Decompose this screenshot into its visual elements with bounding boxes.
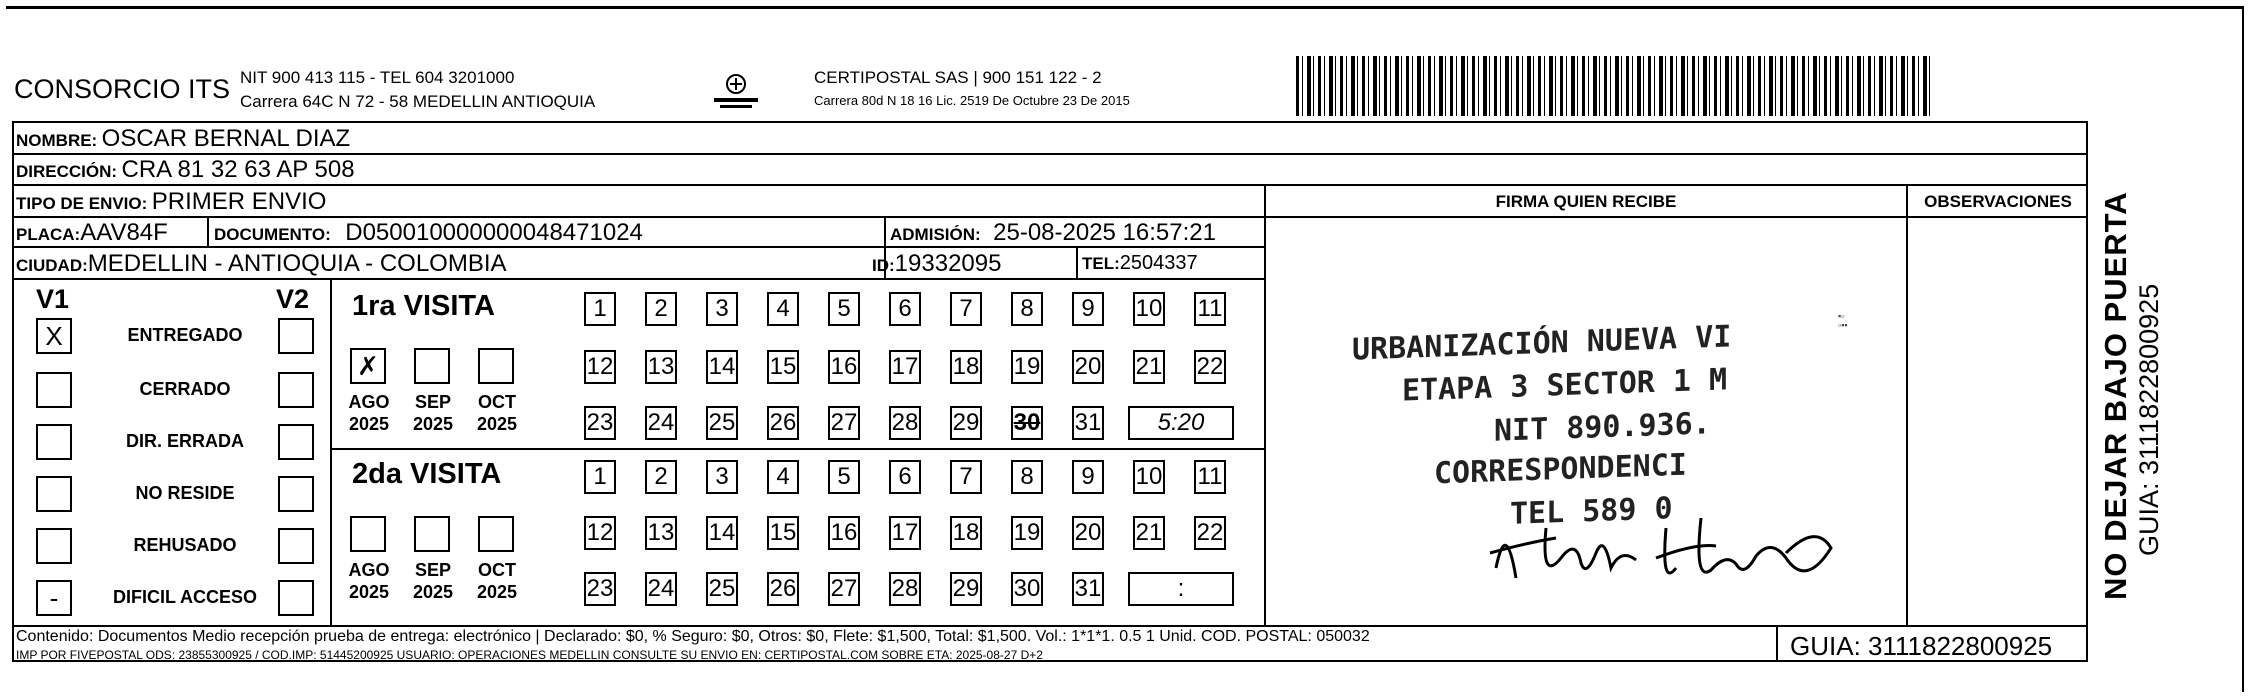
first-visit-day[interactable]: 2 — [645, 292, 677, 326]
year-label: 2025 — [476, 582, 518, 602]
second-visit-day[interactable]: 3 — [706, 460, 738, 494]
second-visit-day[interactable]: 10 — [1133, 460, 1165, 494]
second-visit-day[interactable]: 20 — [1072, 516, 1104, 550]
first-visit-day[interactable]: 21 — [1133, 350, 1165, 384]
first-visit-day[interactable]: 15 — [767, 350, 799, 384]
second-visit-day[interactable]: 6 — [889, 460, 921, 494]
second-visit-day[interactable]: 26 — [767, 572, 799, 606]
second-visit-day[interactable]: 25 — [706, 572, 738, 606]
first-visit-day[interactable]: 5 — [828, 292, 860, 326]
tipo-label: TIPO DE ENVIO: — [16, 194, 148, 213]
second-visit-day[interactable]: 28 — [889, 572, 921, 606]
year-label: 2025 — [476, 414, 518, 434]
first-visit-day[interactable]: 30 — [1011, 406, 1043, 440]
company-name: CONSORCIO ITS — [14, 74, 231, 104]
first-visit-time[interactable]: 5:20 — [1128, 406, 1234, 440]
first-visit-day[interactable]: 19 — [1011, 350, 1043, 384]
year-label: 2025 — [348, 582, 390, 602]
second-visit-day[interactable]: 11 — [1194, 460, 1226, 494]
direccion-value: CRA 81 32 63 AP 508 — [121, 156, 355, 183]
v2-checkbox[interactable] — [278, 476, 314, 512]
second-visit-title: 2da VISITA — [352, 458, 502, 490]
second-visit-day[interactable]: 4 — [767, 460, 799, 494]
status-label: DIR. ERRADA — [125, 431, 244, 451]
v1-checkbox[interactable] — [36, 528, 72, 564]
second-visit-day[interactable]: 7 — [950, 460, 982, 494]
first-visit-month-checkbox[interactable]: ✗ — [350, 348, 386, 384]
documento-value: D050010000000048471024 — [345, 219, 643, 246]
status-label: NO RESIDE — [135, 483, 235, 503]
first-visit-title: 1ra VISITA — [352, 290, 495, 322]
status-label: ENTREGADO — [127, 325, 243, 345]
second-visit-day[interactable]: 21 — [1133, 516, 1165, 550]
first-visit-day[interactable]: 7 — [950, 292, 982, 326]
stamp-line-3: NIT 890.936. — [1494, 406, 1711, 449]
tel-label: TEL: — [1082, 254, 1120, 273]
v1-checkbox[interactable] — [36, 476, 72, 512]
month-label: OCT — [478, 560, 516, 580]
documento-label: DOCUMENTO: — [214, 225, 331, 244]
year-label: 2025 — [412, 582, 454, 602]
first-visit-day[interactable]: 12 — [584, 350, 616, 384]
first-visit-day[interactable]: 17 — [889, 350, 921, 384]
month-label: AGO — [348, 392, 390, 412]
first-visit-day[interactable]: 22 — [1194, 350, 1226, 384]
handwritten-signature — [1486, 498, 1846, 598]
admision-value: 25-08-2025 16:57:21 — [993, 219, 1216, 246]
company-nit: NIT 900 413 115 - TEL 604 3201000 — [240, 68, 515, 87]
barcode — [1296, 56, 1932, 116]
first-visit-day[interactable]: 9 — [1072, 292, 1104, 326]
v1-label: V1 — [36, 284, 70, 314]
nombre-label: NOMBRE: — [16, 131, 98, 150]
stamp-line-2: ETAPA 3 SECTOR 1 M — [1402, 362, 1728, 409]
footer-content: Contenido: Documentos Medio recepción prueba de entrega: electrónico | Declarado: $0, % Seguro: $0, Otros: $0, Flete: $1,500, Total: $1,500. Vol.: 1*1*1. 0.5 1 Unid. COD. POSTAL: 050032 — [16, 628, 1370, 645]
tipo-value: PRIMER ENVIO — [151, 188, 327, 215]
first-visit-day[interactable]: 1 — [584, 292, 616, 326]
first-visit-month-checkbox[interactable] — [414, 348, 450, 384]
second-visit-day[interactable]: 1 — [584, 460, 616, 494]
v2-checkbox[interactable] — [278, 424, 314, 460]
placa-label: PLACA: — [16, 225, 81, 244]
first-visit-day[interactable]: 8 — [1011, 292, 1043, 326]
stamp-line-4: CORRESPONDENCI — [1434, 447, 1687, 492]
first-visit-day[interactable]: 6 — [889, 292, 921, 326]
v1-checkbox[interactable] — [36, 424, 72, 460]
status-label: CERRADO — [139, 379, 231, 399]
first-visit-day[interactable]: 16 — [828, 350, 860, 384]
v2-checkbox[interactable] — [278, 318, 314, 354]
side-warning: NO DEJAR BAJO PUERTA — [2098, 191, 2133, 600]
status-label: DIFICIL ACCESO — [112, 587, 257, 607]
ciudad-value: MEDELLIN - ANTIOQUIA - COLOMBIA — [87, 250, 507, 277]
small-stamp-mark: ▪▫ ▫▪▪ — [1838, 311, 1848, 330]
first-visit-day[interactable]: 29 — [950, 406, 982, 440]
second-visit-month-checkbox[interactable] — [478, 516, 514, 552]
v2-checkbox[interactable] — [278, 528, 314, 564]
year-label: 2025 — [412, 414, 454, 434]
month-label: SEP — [414, 392, 452, 412]
stamp-line-1: URBANIZACIÓN NUEVA VI — [1352, 319, 1732, 368]
v1-checkbox[interactable] — [36, 372, 72, 408]
footer-print-info: IMP POR FIVEPOSTAL ODS: 23855300925 / COD.IMP: 51445200925 USUARIO: OPERACIONES MEDELLIN CONSULTE SU ENVIO EN: CERTIPOSTAL.COM SOBRE ETA: 2025-08-27 D+2 — [16, 648, 1043, 662]
carrier-address: Carrera 80d N 18 16 Lic. 2519 De Octubre 23 De 2015 — [814, 93, 1130, 108]
second-visit-day[interactable]: 19 — [1011, 516, 1043, 550]
id-value: 19332095 — [894, 250, 1002, 277]
first-visit-day[interactable]: 14 — [706, 350, 738, 384]
second-visit-day[interactable]: 2 — [645, 460, 677, 494]
first-visit-day[interactable]: 13 — [645, 350, 677, 384]
v2-checkbox[interactable] — [278, 372, 314, 408]
second-visit-time[interactable]: : — [1128, 572, 1234, 606]
first-visit-day[interactable]: 18 — [950, 350, 982, 384]
nombre-value: OSCAR BERNAL DIAZ — [101, 125, 351, 152]
firma-header: FIRMA QUIEN RECIBE — [1495, 192, 1677, 211]
second-visit-day[interactable]: 18 — [950, 516, 982, 550]
second-visit-day[interactable]: 15 — [767, 516, 799, 550]
second-visit-day[interactable]: 17 — [889, 516, 921, 550]
first-visit-day[interactable]: 10 — [1133, 292, 1165, 326]
second-visit-day[interactable]: 30 — [1011, 572, 1043, 606]
side-text — [2098, 80, 2165, 600]
second-visit-day[interactable]: 24 — [645, 572, 677, 606]
footer-guia: GUIA: 3111822800925 — [1790, 631, 2053, 661]
second-visit-day[interactable]: 27 — [828, 572, 860, 606]
first-visit-day[interactable]: 3 — [706, 292, 738, 326]
v2-checkbox[interactable] — [278, 580, 314, 616]
v1-checkbox[interactable]: - — [36, 580, 72, 616]
second-visit-month-checkbox[interactable] — [350, 516, 386, 552]
company-address: Carrera 64C N 72 - 58 MEDELLIN ANTIOQUIA — [240, 92, 596, 111]
first-visit-day[interactable]: 11 — [1194, 292, 1226, 326]
month-label: OCT — [478, 392, 516, 412]
v2-label: V2 — [276, 284, 310, 314]
second-visit-day[interactable]: 23 — [584, 572, 616, 606]
second-visit-day[interactable]: 14 — [706, 516, 738, 550]
first-visit-day[interactable]: 20 — [1072, 350, 1104, 384]
first-visit-day[interactable]: 23 — [584, 406, 616, 440]
year-label: 2025 — [348, 414, 390, 434]
ciudad-label: CIUDAD: — [16, 256, 88, 275]
second-visit-day[interactable]: 29 — [950, 572, 982, 606]
first-visit-day[interactable]: 28 — [889, 406, 921, 440]
certipostal-logo — [712, 72, 760, 112]
first-visit-day[interactable]: 31 — [1072, 406, 1104, 440]
second-visit-day[interactable]: 31 — [1072, 572, 1104, 606]
second-visit-day[interactable]: 8 — [1011, 460, 1043, 494]
first-visit-day[interactable]: 26 — [767, 406, 799, 440]
first-visit-day[interactable]: 25 — [706, 406, 738, 440]
admision-label: ADMISIÓN: — [890, 225, 981, 244]
first-visit-day[interactable]: 24 — [645, 406, 677, 440]
first-visit-day[interactable]: 4 — [767, 292, 799, 326]
tel-value: 2504337 — [1119, 252, 1198, 274]
second-visit-day[interactable]: 12 — [584, 516, 616, 550]
v1-checkbox[interactable]: X — [36, 318, 72, 354]
month-label: AGO — [348, 560, 390, 580]
stamp-line-5: TEL 589 0 — [1510, 491, 1673, 532]
side-guia: GUIA: 3111822800925 — [2134, 283, 2164, 556]
second-visit-day[interactable]: 22 — [1194, 516, 1226, 550]
id-label: ID: — [872, 256, 895, 275]
second-visit-day[interactable]: 9 — [1072, 460, 1104, 494]
month-label: SEP — [414, 560, 452, 580]
status-label: REHUSADO — [133, 535, 237, 555]
second-visit-day[interactable]: 16 — [828, 516, 860, 550]
placa-value: AAV84F — [80, 219, 168, 246]
second-visit-day[interactable]: 5 — [828, 460, 860, 494]
first-visit-month-checkbox[interactable] — [478, 348, 514, 384]
second-visit-month-checkbox[interactable] — [414, 516, 450, 552]
first-visit-day[interactable]: 27 — [828, 406, 860, 440]
observaciones-header: OBSERVACIONES — [1924, 192, 2072, 211]
direccion-label: DIRECCIÓN: — [16, 162, 118, 181]
carrier-name: CERTIPOSTAL SAS | 900 151 122 - 2 — [814, 68, 1102, 87]
second-visit-day[interactable]: 13 — [645, 516, 677, 550]
